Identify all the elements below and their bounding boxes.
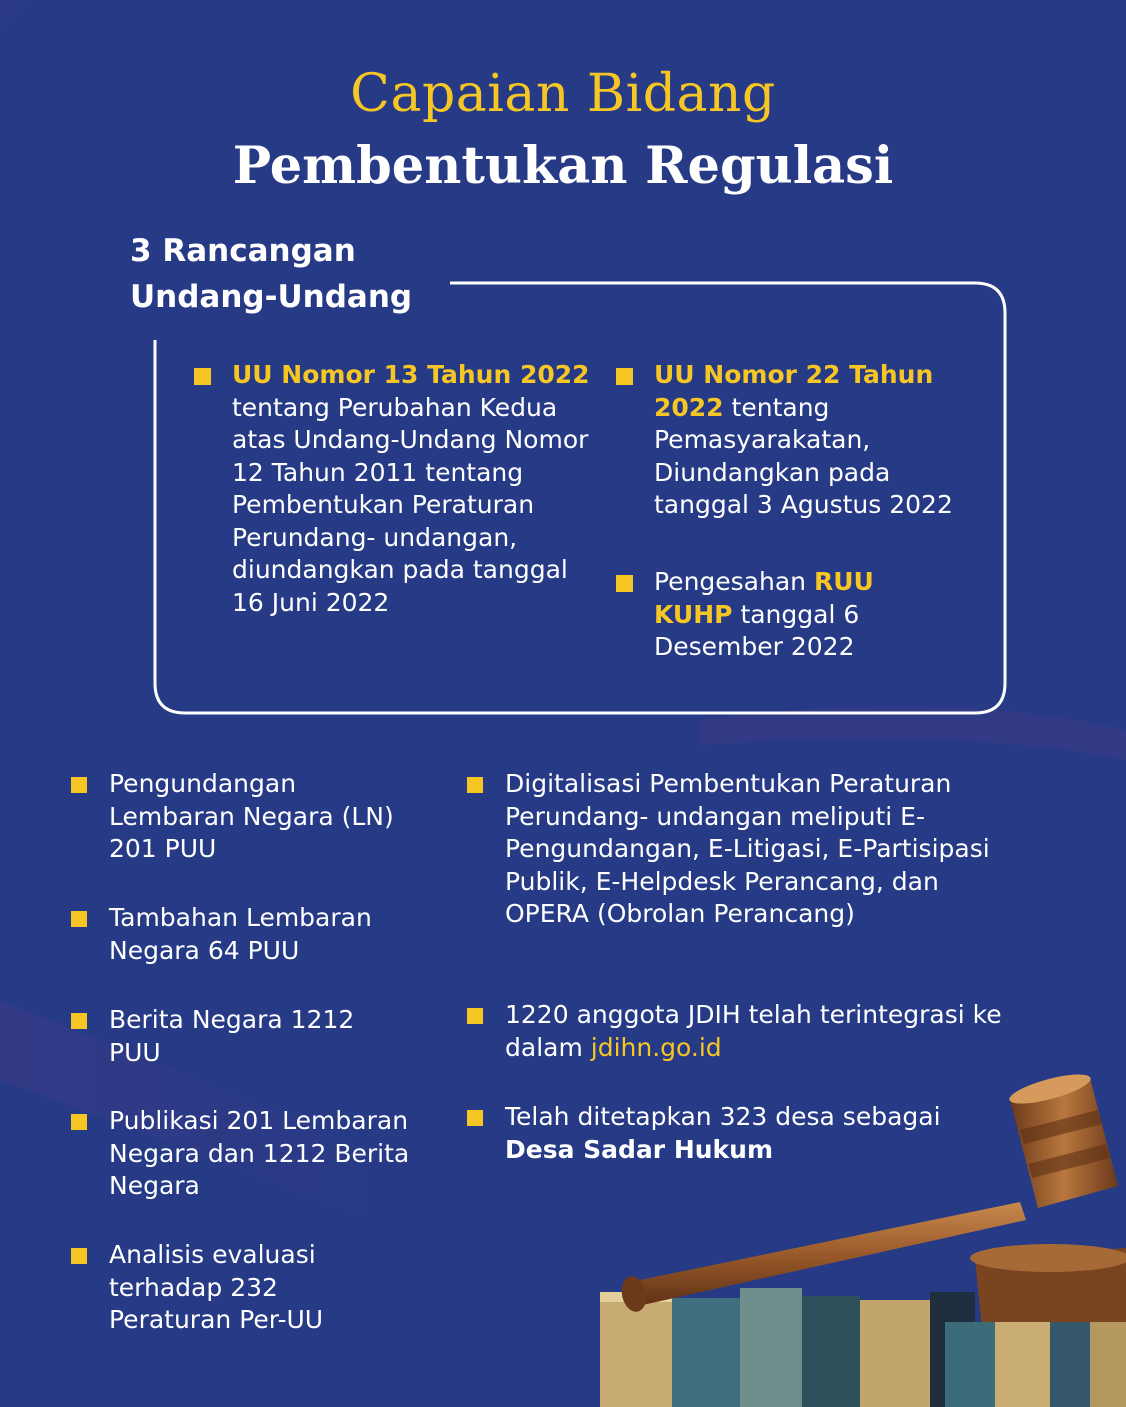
ruu-item-2-text: tentang Pemasyarakatan, Diundangkan pada tanggal 3 Agustus 2022 (654, 392, 953, 519)
ruu-item-1 (232, 359, 597, 619)
ruu-item-1-text: tentang Perubahan Kedua atas Undang-Undang Nomor 12 Tahun 2011 tentang Pembentukan Peraturan Perundang- undangan, diundangkan pada tanggal 16 Juni 2022 (232, 392, 589, 617)
right-item-3-emphasis: Desa Sadar Hukum (505, 1134, 774, 1164)
left-item-1 (109, 768, 429, 866)
bullet-square-icon (71, 1013, 87, 1029)
ruu-box-heading-line2: Undang-Undang (130, 279, 413, 315)
left-item-2-text: Tambahan Lembaran Negara 64 PUU (109, 903, 372, 965)
left-item-5-text: Analisis evaluasi terhadap 232 Peraturan Per-UU (109, 1240, 324, 1334)
bullet-square-icon (71, 1114, 87, 1130)
bullet-square-icon (467, 777, 483, 793)
ruu-item-2 (654, 359, 954, 522)
bullet-square-icon (71, 911, 87, 927)
bullet-square-icon (467, 1008, 483, 1024)
ruu-item-3-highlight: RUU KUHP (654, 567, 874, 629)
bullet-square-icon (194, 368, 211, 385)
ruu-item-3-text: tanggal 6 Desember 2022 (654, 599, 860, 661)
left-item-3-text: Berita Negara 1212 PUU (109, 1005, 355, 1067)
gavel-and-books-illustration (590, 1060, 1126, 1407)
left-item-4-text: Publikasi 201 Lembaran Negara dan 1212 Berita Negara (109, 1106, 410, 1200)
right-item-3-text: Telah ditetapkan 323 desa sebagai (505, 1102, 941, 1131)
bullet-square-icon (467, 1110, 483, 1126)
page-title-line1: Capaian Bidang (350, 64, 776, 124)
ruu-item-2-highlight: UU Nomor 22 Tahun 2022 (654, 360, 934, 422)
left-item-3 (109, 1004, 389, 1069)
bullet-square-icon (71, 1248, 87, 1264)
ruu-box-heading-line1: 3 Rancangan (130, 233, 356, 269)
bullet-square-icon (616, 368, 633, 385)
right-item-2 (505, 999, 1025, 1064)
right-item-1-text: Digitalisasi Pembentukan Peraturan Perundang- undangan meliputi E-Pengundangan, E-Litigasi, E-Partisipasi Publik, E-Helpdesk Perancang, dan OPERA (Obrolan Perancang) (505, 769, 990, 928)
left-item-1-text: Pengundangan Lembaran Negara (LN) 201 PUU (109, 769, 394, 863)
left-item-4 (109, 1105, 429, 1203)
ruu-box-heading (130, 228, 412, 320)
ruu-item-3-prefix: Pengesahan (654, 567, 807, 596)
page-title-line2: Pembentukan Regulasi (232, 136, 894, 196)
bullet-square-icon (616, 575, 633, 592)
left-item-5 (109, 1239, 389, 1337)
bullet-square-icon (71, 777, 87, 793)
ruu-item-3 (654, 566, 924, 664)
right-item-1 (505, 768, 1025, 931)
right-item-2-text: 1220 anggota JDIH telah terintegrasi ke dalam (505, 1000, 1002, 1062)
left-item-2 (109, 902, 429, 967)
ruu-item-1-highlight: UU Nomor 13 Tahun 2022 (232, 360, 590, 389)
jdih-link[interactable]: jdihn.go.id (590, 1032, 722, 1062)
